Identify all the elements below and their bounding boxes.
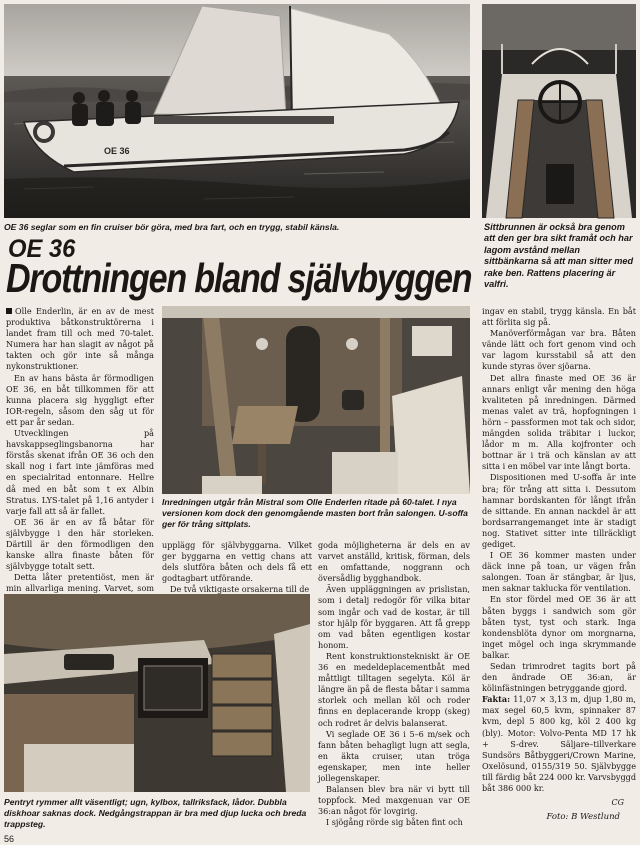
col3-para-6: I sjögång rörde sig båten fint och [326,817,463,828]
col4-para-3: Det allra finaste med OE 36 är annars enligt vår mening den höga kvaliteten på inredningen. Därmed menas valet av trä, hopfogningen i hörn – passformen mot tak och sidor, mängden solida träbitar i luckor, lådor m m. Alla kojfronter och bottnar är i trä och känslan av att sitta i en möbel var inte långt borta. [482,372,636,472]
col3-para-2: Även uppläggningen av prislistan, som i detalj redogör för vilka bitar som ingår och vad de kostar, är till stor hjälp för byggaren. Att få grepp om vad båten egentligen kostar honom. [318,584,470,650]
col3-para-1: goda möjligheterna är dels en av varvet anställd, kritisk, förman, dels en omfattande, noggrann och översådlig bygghandbok. [318,540,470,584]
column-3 [318,540,470,830]
col3-para-5: Balansen blev bra när vi bytt till toppfock. Med maxgenuan var OE 36:an något för lovgirig. [318,784,470,817]
interior-illustration [162,306,470,494]
column-1 [6,306,154,594]
col4-para-4: Dispositionen med U-soffa är inte bra; för trång att sitta i. Dessutom hamnar bordskanten för långt ifrån de sittande. En annan nackdel är att bordsarrangemanget inte är stadigt nog. Stativet sitter inte tillräckligt gediget. [482,472,636,549]
page-number: 56 [4,834,15,844]
col1-para-5: Detta låter pretentiöst, men är min allvarliga mening. Varvet, som [6,572,154,594]
hull-lettering: OE 36 [104,146,130,156]
caption-cockpit: Sittbrunnen är också bra genom att den ger bra sikt framåt och har lagom avstånd mellan sittbänkarna så att man sitter med rake ben. Rattens placering är valfri. [484,222,634,290]
facts-label: Fakta: [482,694,511,705]
cockpit-illustration [482,4,636,218]
facts-block [482,694,636,794]
col1-para-1: Olle Enderlin, är en av de mest produktiva båtkonstruktörerna i landet fram till och med 70-talet. Numera har han slagit av något på takten och gör inte så många nykonstruktioner. [6,306,154,372]
col1-para-4: OE 36 är en av få båtar för självbygge i den här storleken. Därtill är den förmodligen den kanske allra finaste båten för självbygge totalt sett. [6,516,154,572]
col2-para-1: upplägg för självbyggarna. Vilket ger byggarna en vettig chans att dels slutföra båten och dels få ett godtagbart utförande. [162,540,312,584]
cockpit-photo [482,4,636,218]
galley-photo [4,594,310,792]
col1-para-2: En av hans bästa är förmodligen OE 36, en båt tillkommen för att kunna placera sig hyggligt efter IOR-regeln, såsom den såg ut för ett par år sedan. [6,372,154,427]
col4-para-1: ingav en stabil, trygg känsla. En båt att förlita sig på. [482,306,636,328]
caption-interior: Inredningen utgår från Mistral som Olle Enderlen ritade på 60-talet. I nya versionen kom dock den genomgående masten bort från salongen. U-soffa ger för trång sittplats. [162,497,468,529]
col3-para-4: Vi seglade OE 36 i 5–6 m/sek och fann båten behagligt lugn att segla, en äkta cruiser, utan tröga egenskaper, men inte heller jollegenskaper. [318,728,470,783]
bullet-icon [6,308,12,314]
author-signature: CG [611,798,624,807]
headline: Drottningen bland självbyggen [6,255,472,301]
galley-illustration [4,594,310,792]
sailboat-photo [4,4,470,218]
sailboat-illustration [4,4,470,218]
col4-para-7: Sedan trimrodret tagits bort på den ändrade OE 36:an, är kölinfästningen betryggande gjord. [482,661,636,694]
col4-para-5: I OE 36 kommer masten under däck inne på toan, ur vägen från salongen. Toan är stängbar, är ljus, men saknar takluckа för ventilation. [482,550,636,594]
col4-para-2: Manöverförmågan var bra. Båten vände lätt och fort genom vind och var lagom kursstabil så att den kunde styras över sjöarna. [482,328,636,372]
col2-para-2: De två viktigaste orsakerna till de [170,584,310,595]
caption-galley: Pentryt rymmer allt väsentligt; ugn, kylbox, tallriksfack, lådor. Dubbla diskhoar saknas dock. Nedgångstrappan är bra med djup lucka och breda trappsteg. [4,797,307,829]
col4-para-6: En stor fördel med OE 36 är att båten byggs i sandwich som gör båten tyst, tyst och stark. Inga kondensblöta dynor om morgnarna, inget mögel och inga skrymmande balkar. [482,594,636,660]
col3-para-3: Rent konstruktionstekniskt är OE 36 en medeldeplacementbåt med måttligt tilltagen segelyta. Köl är längre än på de flesta båtar i samma storlek och mellan köl och roder finns en deplacerande kropp (skeg) och rodret är delvis balanserat. [318,650,470,728]
col1-para-3: Utvecklingen på havskappseglingsbanorna har förstås skenat ifrån OE 36 och den skall nog i fart inte jämföras med en specialritad entonnare. Hellre då med en båt som t ex Albin Stratus. LYS-talet på 1,16 antyder i varje fall att så är fallet. [6,428,154,516]
column-4 [482,306,636,808]
headline-kicker: OE 36 [8,235,76,263]
facts-text: 11,07 × 3,13 m, djup 1,80 m, max segel 60,5 kvm, spinnaker 87 kvm, depl 5 800 kg, köl 2 400 kg (bly). Motor: Volvo-Penta MD 17 hk + S-drev. Säljare–tillverkare Sundsörs Båtbyggeri/Crown Marine, Oxelösund, 0155/319 50. Självbygge till färdig båt 224 000 kr. Varvsbyggd båt 386 000 kr. [482,694,636,794]
interior-photo [162,306,470,494]
photo-credit: Foto: B Westlund [546,812,620,822]
column-2 [162,540,312,596]
caption-top-photo: OE 36 seglar som en fin cruiser bör göra, med bra fart, och en trygg, stabil känsla. [4,222,340,232]
